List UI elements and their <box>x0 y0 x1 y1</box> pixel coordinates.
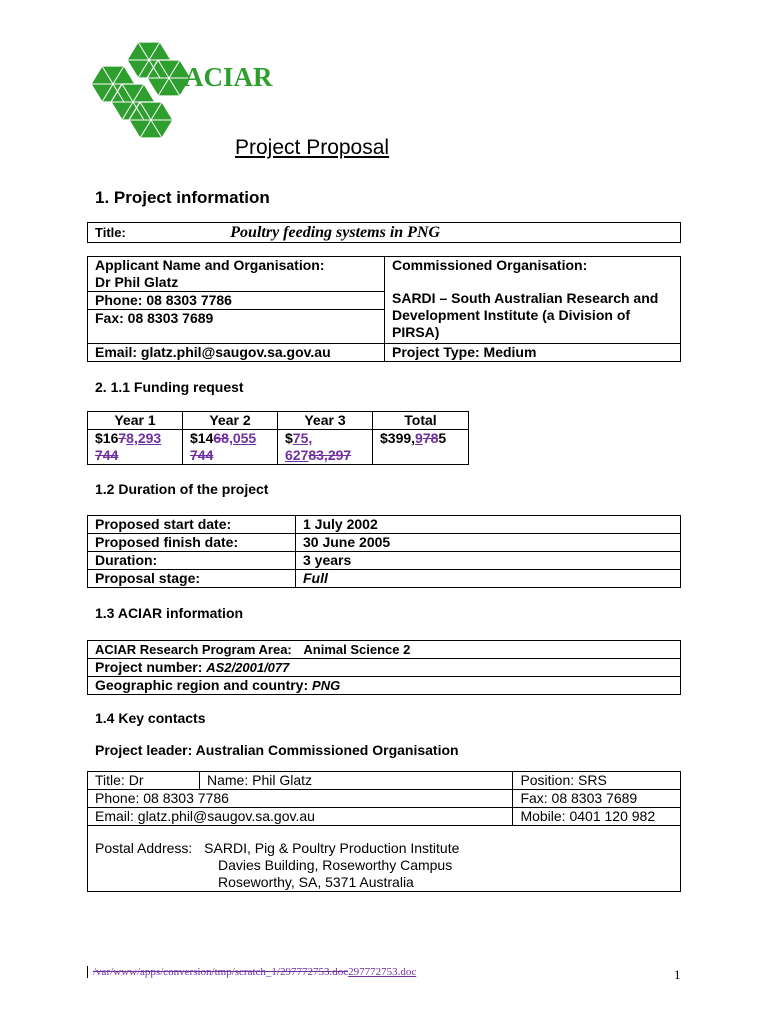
duration-table <box>87 515 681 588</box>
duration-label-start: Proposed start date: <box>88 516 296 534</box>
contacts-table <box>87 771 681 892</box>
funding-year1-value: $1678,293 744 <box>88 430 183 465</box>
funding-total-value: $399,9785 <box>373 430 469 465</box>
page-title: Project Proposal <box>235 136 390 159</box>
aciar-info-heading: 1.3 ACIAR information <box>95 605 244 621</box>
duration-label-stage: Proposal stage: <box>88 570 296 588</box>
applicant-name-label: Applicant Name and Organisation: <box>95 257 325 273</box>
footer-path-inserted: 297772753.doc <box>348 966 417 978</box>
funding-year3-value: $75, 62783,297 <box>278 430 373 465</box>
applicant-email: Email: glatz.phil@saugov.sa.gov.au <box>88 344 385 362</box>
funding-header-year2: Year 2 <box>183 412 278 430</box>
duration-value-duration: 3 years <box>296 552 681 570</box>
title-table <box>87 222 681 243</box>
postal-label: Postal Address: <box>95 840 193 856</box>
contact-title: Title: Dr <box>88 772 200 790</box>
commissioned-org: SARDI – South Australian Research and Development Institute (a Division of PIRSA) <box>392 290 659 340</box>
program-area-label: ACIAR Research Program Area: <box>95 642 292 657</box>
duration-value-stage: Full <box>296 570 681 588</box>
funding-header-total: Total <box>373 412 469 430</box>
footer-file-path <box>87 966 416 978</box>
duration-label-finish: Proposed finish date: <box>88 534 296 552</box>
aciar-logo <box>88 40 298 140</box>
postal-line-3: Roseworthy, SA, 5371 Australia <box>218 874 414 890</box>
title-value: Poultry feeding systems in PNG <box>230 223 441 241</box>
funding-year2-value: $1468,055 744 <box>183 430 278 465</box>
duration-value-start: 1 July 2002 <box>296 516 681 534</box>
footer-path-deleted: /var/www/apps/conversion/tmp/scratch_1/297772753.doc <box>93 966 349 978</box>
title-label: Title: <box>95 224 126 240</box>
key-contacts-heading: 1.4 Key contacts <box>95 710 206 726</box>
page-number: 1 <box>674 967 681 982</box>
duration-value-finish: 30 June 2005 <box>296 534 681 552</box>
contact-mobile: Mobile: 0401 120 982 <box>513 808 681 826</box>
funding-table <box>87 411 469 465</box>
contact-fax: Fax: 08 8303 7689 <box>513 790 681 808</box>
program-area-value: Animal Science 2 <box>303 642 411 657</box>
project-leader-heading: Project leader: Australian Commissioned Organisation <box>95 742 459 758</box>
funding-header-year1: Year 1 <box>88 412 183 430</box>
project-number-label: Project number: <box>95 659 203 675</box>
duration-label-duration: Duration: <box>88 552 296 570</box>
region-value: PNG <box>312 678 341 693</box>
aciar-logo-text: ACIAR <box>184 62 273 92</box>
funding-header-year3: Year 3 <box>278 412 373 430</box>
applicant-fax: Fax: 08 8303 7689 <box>88 310 385 344</box>
commissioned-org-label: Commissioned Organisation: <box>392 257 588 273</box>
funding-heading: 2. 1.1 Funding request <box>95 379 244 395</box>
postal-address <box>88 826 681 892</box>
contact-phone: Phone: 08 8303 7786 <box>88 790 513 808</box>
project-type: Project Type: Medium <box>385 344 681 362</box>
aciar-info-table <box>87 640 681 695</box>
aciar-hexagon-icon <box>88 40 198 140</box>
applicant-table <box>87 256 681 362</box>
region-label: Geographic region and country: <box>95 677 309 693</box>
contact-email: Email: glatz.phil@saugov.sa.gov.au <box>88 808 513 826</box>
contact-position: Position: SRS <box>513 772 681 790</box>
postal-line-2: Davies Building, Roseworthy Campus <box>218 857 453 873</box>
section-1-heading: 1. Project information <box>95 188 270 207</box>
duration-heading: 1.2 Duration of the project <box>95 481 269 497</box>
project-number-value: AS2/2001/077 <box>206 660 290 675</box>
postal-line-1: SARDI, Pig & Poultry Production Institute <box>204 840 460 856</box>
applicant-name: Dr Phil Glatz <box>95 274 179 290</box>
contact-name: Name: Phil Glatz <box>200 772 513 790</box>
applicant-phone: Phone: 08 8303 7786 <box>88 292 385 310</box>
